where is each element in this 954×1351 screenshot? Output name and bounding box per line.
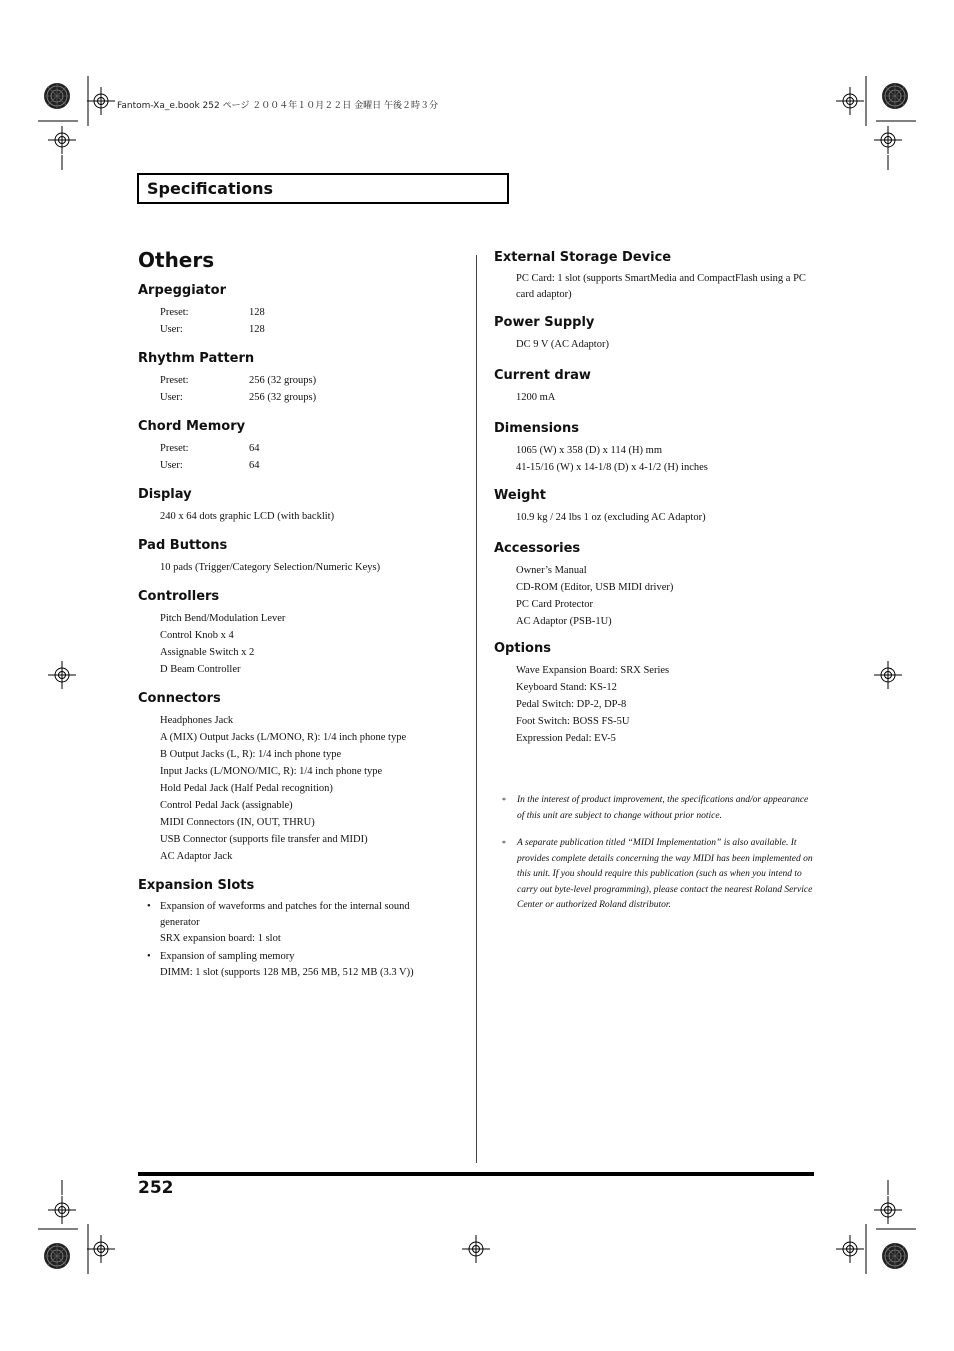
external-storage-heading: External Storage Device	[494, 250, 672, 265]
spec-key: Preset:	[160, 375, 189, 386]
note-marker: *	[502, 796, 506, 805]
spec-line: AC Adaptor (PSB-1U)	[516, 616, 612, 627]
spec-value: 64	[249, 443, 260, 454]
spec-line: MIDI Connectors (IN, OUT, THRU)	[160, 817, 315, 828]
spec-row	[160, 321, 458, 338]
spec-key: User:	[160, 392, 183, 403]
spec-line: B Output Jacks (L, R): 1/4 inch phone type	[160, 749, 342, 760]
spec-value: 64	[249, 460, 260, 471]
spec-line: Pedal Switch: DP-2, DP-8	[516, 699, 627, 710]
spec-key: Preset:	[160, 443, 189, 454]
spec-row	[160, 372, 458, 389]
bullet-sub: SRX expansion board: 1 slot	[160, 933, 281, 944]
external-storage-specs	[494, 271, 816, 303]
display-heading: Display	[138, 487, 192, 502]
current-draw-heading: Current draw	[494, 368, 591, 383]
page-number: 252	[138, 1178, 174, 1198]
bullet-text: Expansion of sampling memory	[160, 951, 295, 962]
power-supply-heading: Power Supply	[494, 315, 595, 330]
spec-key: User:	[160, 460, 183, 471]
pad-buttons-heading: Pad Buttons	[138, 538, 228, 553]
spec-line: 1065 (W) x 358 (D) x 114 (H) mm	[516, 445, 663, 456]
spec-line: Headphones Jack	[160, 715, 234, 726]
spec-line: Foot Switch: BOSS FS-5U	[516, 716, 630, 727]
dimensions-specs	[494, 442, 824, 476]
spec-line: Input Jacks (L/MONO/MIC, R): 1/4 inch phone type	[160, 766, 383, 777]
chord-memory-heading: Chord Memory	[138, 419, 246, 434]
spec-value: 128	[249, 324, 265, 335]
note-text: A separate publication titled “MIDI Implementation” is also available. It provides complete details concerning the way MIDI has been implemented on this unit. If you should require this publication (such as when you intend to carry out byte-level programming), please contact the nearest Roland Service Center or authorized Roland distributor.	[517, 838, 813, 910]
spec-value: 128	[249, 307, 265, 318]
note-text: In the interest of product improvement, the specifications and/or appearance of this unit are subject to change without prior notice.	[517, 795, 809, 821]
spec-row	[160, 457, 458, 474]
spec-line: A (MIX) Output Jacks (L/MONO, R): 1/4 inch phone type	[160, 732, 407, 743]
column-divider	[476, 255, 477, 1163]
spec-line: DC 9 V (AC Adaptor)	[516, 339, 609, 350]
list-item	[138, 899, 440, 947]
section-title-box	[137, 173, 509, 204]
pad-buttons-specs	[138, 559, 458, 576]
note-marker: *	[502, 839, 506, 848]
options-heading: Options	[494, 641, 551, 656]
connectors-heading: Connectors	[138, 691, 221, 706]
options-specs	[494, 662, 824, 747]
spec-line: AC Adaptor Jack	[160, 851, 233, 862]
spec-line: Expression Pedal: EV-5	[516, 733, 616, 744]
spec-line: PC Card Protector	[516, 599, 593, 610]
spec-value: 256 (32 groups)	[249, 392, 317, 403]
connectors-specs	[138, 712, 458, 865]
section-title: Specifications	[147, 179, 273, 198]
spec-key: User:	[160, 324, 183, 335]
spec-line: Hold Pedal Jack (Half Pedal recognition)	[160, 783, 333, 794]
accessories-specs	[494, 562, 824, 630]
display-specs	[138, 508, 458, 525]
arpeggiator-specs	[138, 304, 458, 338]
list-item	[138, 949, 440, 981]
spec-line: 10.9 kg / 24 lbs 1 oz (excluding AC Adaptor)	[516, 512, 706, 523]
spec-line: 41-15/16 (W) x 14-1/8 (D) x 4-1/2 (H) inches	[516, 462, 708, 473]
power-supply-specs	[494, 336, 824, 353]
page-title: Others	[138, 248, 215, 272]
notes	[502, 793, 814, 926]
dimensions-heading: Dimensions	[494, 421, 579, 436]
spec-line: CD-ROM (Editor, USB MIDI driver)	[516, 582, 674, 593]
spec-row	[160, 304, 458, 321]
spec-line: Wave Expansion Board: SRX Series	[516, 665, 670, 676]
weight-specs	[494, 509, 824, 526]
rhythm-pattern-specs	[138, 372, 458, 406]
weight-heading: Weight	[494, 488, 546, 503]
bullet-text: Expansion of waveforms and patches for the internal sound generator	[160, 901, 410, 928]
spec-line: Owner’s Manual	[516, 565, 587, 576]
accessories-heading: Accessories	[494, 541, 581, 556]
spec-line: Pitch Bend/Modulation Lever	[160, 613, 286, 624]
spec-line: Control Pedal Jack (assignable)	[160, 800, 293, 811]
print-header: Fantom-Xa_e.book 252 ページ ２００４年１０月２２日 金曜日 午後２時３分	[117, 101, 438, 111]
spec-line: Control Knob x 4	[160, 630, 234, 641]
spec-row	[160, 389, 458, 406]
spec-line: USB Connector (supports file transfer and MIDI)	[160, 834, 368, 845]
bullet-sub: DIMM: 1 slot (supports 128 MB, 256 MB, 512 MB (3.3 V))	[160, 967, 414, 978]
spec-line: D Beam Controller	[160, 664, 241, 675]
spec-line: Assignable Switch x 2	[160, 647, 255, 658]
spec-key: Preset:	[160, 307, 189, 318]
expansion-slots-list	[138, 899, 458, 981]
left-column	[138, 282, 458, 981]
current-draw-specs	[494, 389, 824, 406]
right-column	[494, 249, 824, 747]
spec-line: 240 x 64 dots graphic LCD (with backlit)	[160, 511, 335, 522]
controllers-specs	[138, 610, 458, 678]
expansion-slots-heading: Expansion Slots	[138, 878, 255, 893]
spec-line: Keyboard Stand: KS-12	[516, 682, 617, 693]
rhythm-pattern-heading: Rhythm Pattern	[138, 351, 255, 366]
note-item	[502, 836, 814, 914]
arpeggiator-heading: Arpeggiator	[138, 283, 226, 298]
controllers-heading: Controllers	[138, 589, 220, 604]
spec-line: 1200 mA	[516, 392, 556, 403]
spec-value: 256 (32 groups)	[249, 375, 317, 386]
spec-row	[160, 440, 458, 457]
spec-line: 10 pads (Trigger/Category Selection/Numeric Keys)	[160, 562, 381, 573]
chord-memory-specs	[138, 440, 458, 474]
footer-rule	[138, 1172, 814, 1176]
spec-line: PC Card: 1 slot (supports SmartMedia and CompactFlash using a PC card adaptor)	[516, 273, 806, 300]
note-item	[502, 793, 814, 824]
